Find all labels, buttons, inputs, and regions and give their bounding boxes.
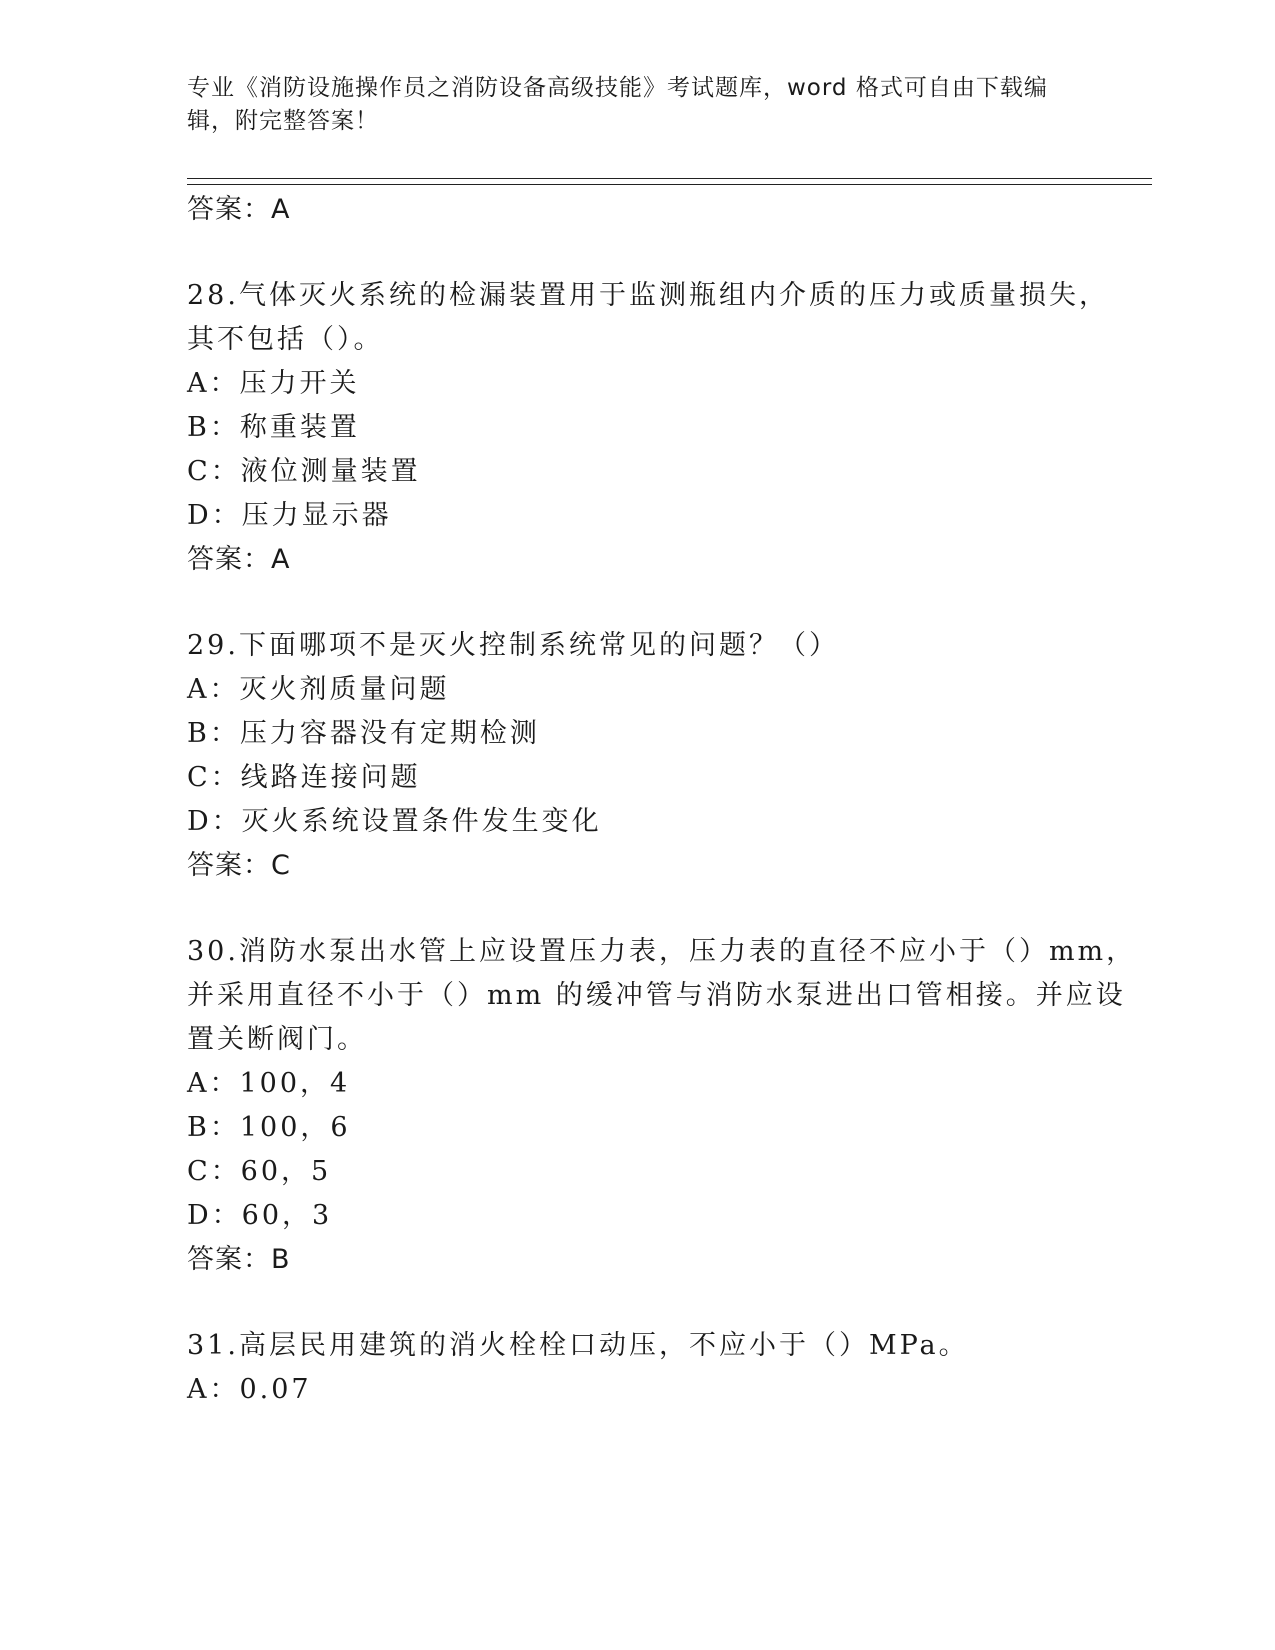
- document-header: [187, 72, 1067, 138]
- question-30-option-d: D：60，3: [187, 1200, 333, 1231]
- question-28-option-c: C：液位测量装置: [187, 456, 421, 487]
- answer-label: 答案：A: [187, 194, 291, 225]
- header-line-1: 专业《消防设施操作员之消防设备高级技能》考试题库，word 格式可自由下载编: [187, 75, 1048, 101]
- question-30-answer: 答案：B: [187, 1244, 291, 1275]
- question-28-option-a: A：压力开关: [187, 368, 360, 399]
- question-28-option-b: B：称重装置: [187, 412, 360, 443]
- question-29-option-c: C：线路连接问题: [187, 762, 421, 793]
- question-28-option-d: D：压力显示器: [187, 500, 392, 531]
- question-28-stem-line-2: 其不包括（）。: [187, 324, 384, 355]
- question-29-option-a: A：灭火剂质量问题: [187, 674, 450, 705]
- question-29-answer: 答案：C: [187, 850, 291, 881]
- question-30-option-c: C：60，5: [187, 1156, 332, 1187]
- question-31-option-a: A：0.07: [187, 1374, 312, 1405]
- header-divider-bottom: [187, 184, 1152, 185]
- question-28-stem-line-1: 28.气体灭火系统的检漏装置用于监测瓶组内介质的压力或质量损失，: [187, 280, 1109, 311]
- question-31-stem-line-1: 31.高层民用建筑的消火栓栓口动压，不应小于（）MPa。: [187, 1330, 969, 1361]
- question-30-option-a: A：100，4: [187, 1068, 351, 1099]
- header-line-2: 辑，附完整答案！: [187, 108, 379, 134]
- question-28-answer: 答案：A: [187, 544, 291, 575]
- question-29-option-b: B：压力容器没有定期检测: [187, 718, 540, 749]
- question-30-stem-line-1: 30.消防水泵出水管上应设置压力表，压力表的直径不应小于（）mm，: [187, 936, 1137, 967]
- question-30-option-b: B：100，6: [187, 1112, 351, 1143]
- header-divider-top: [187, 178, 1152, 179]
- question-29-option-d: D：灭火系统设置条件发生变化: [187, 806, 602, 837]
- question-30-stem-line-2: 并采用直径不小于（）mm 的缓冲管与消防水泵进出口管相接。并应设: [187, 980, 1126, 1011]
- question-30-stem-line-3: 置关断阀门。: [187, 1024, 367, 1055]
- question-29-stem-line-1: 29.下面哪项不是灭火控制系统常见的问题？（）: [187, 630, 839, 661]
